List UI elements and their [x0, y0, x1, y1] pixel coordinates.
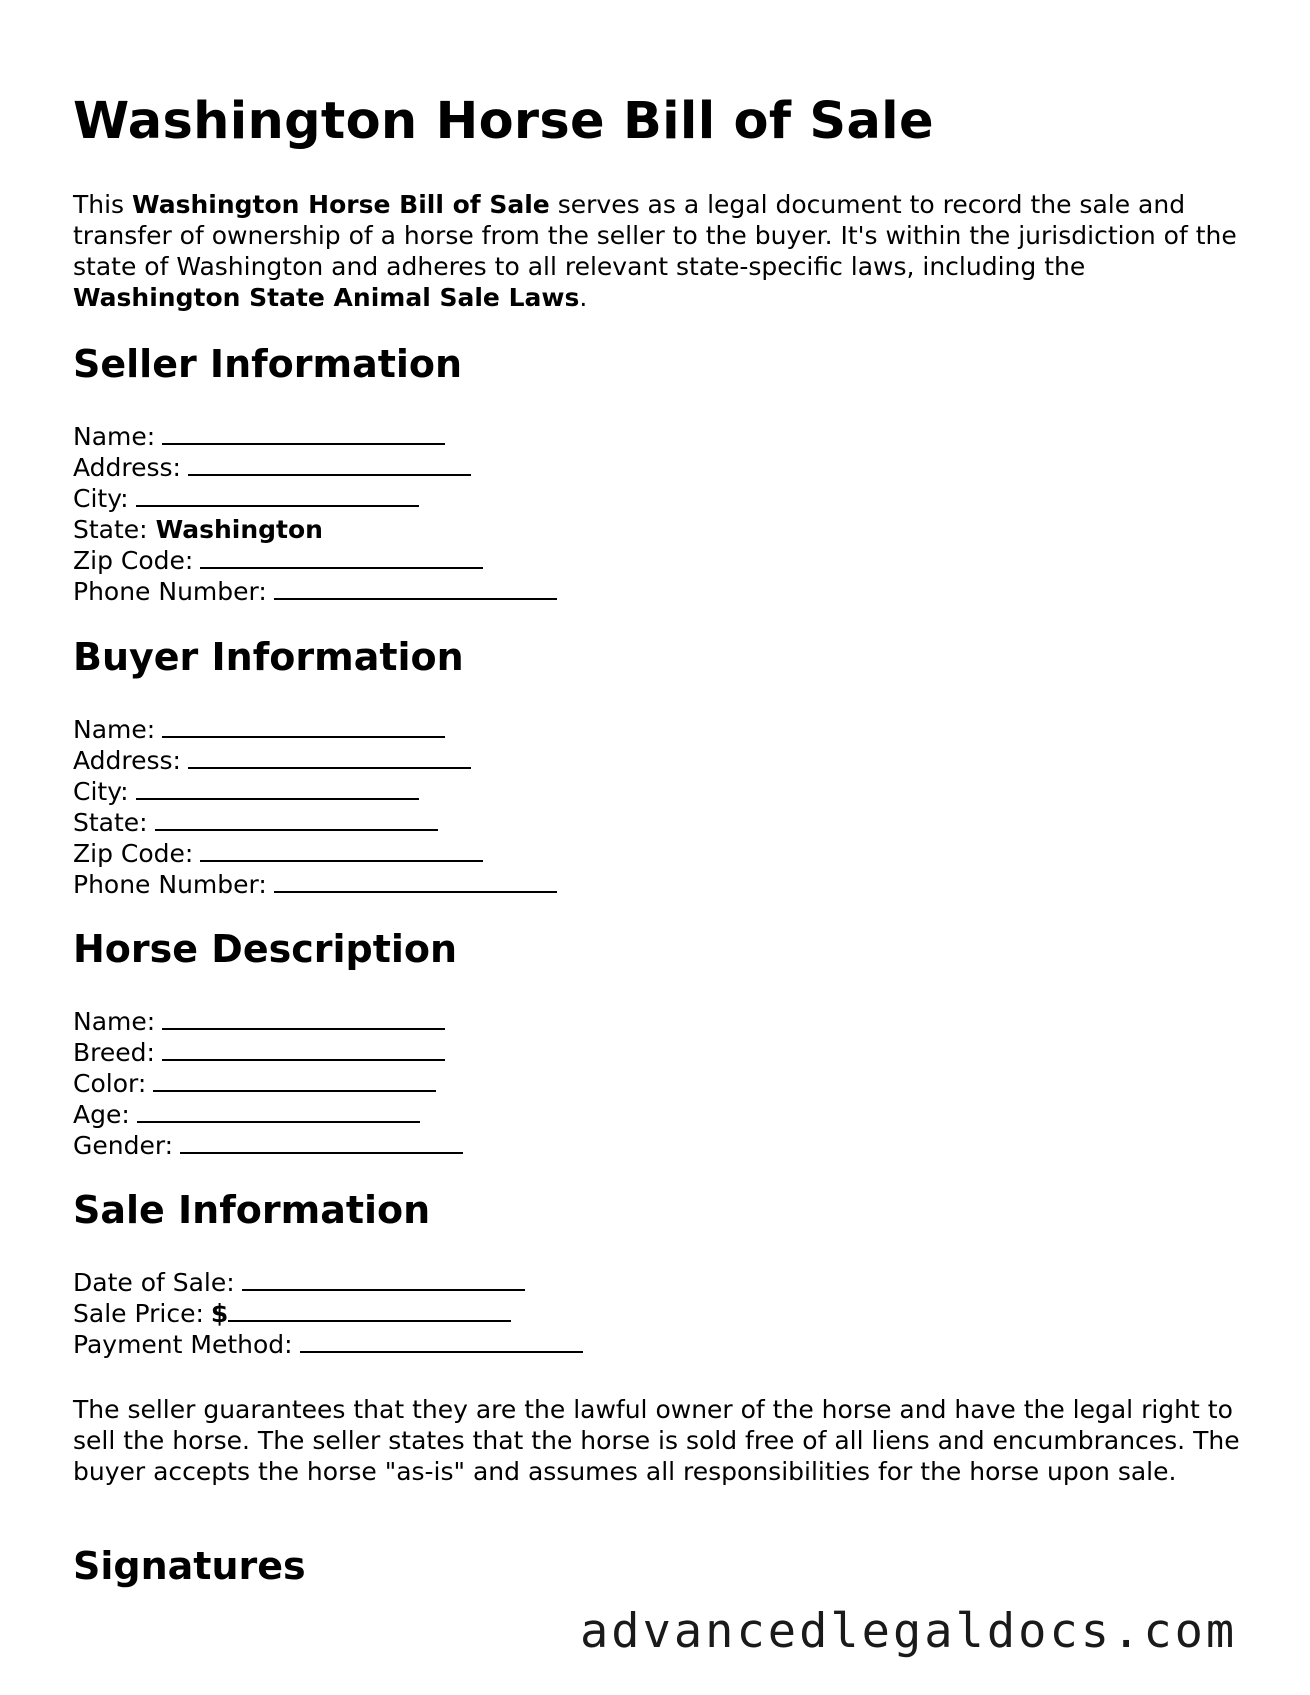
seller-phone-row — [73, 576, 557, 607]
horse-age-label: Age: — [73, 1100, 130, 1129]
buyer-zip-field[interactable] — [200, 838, 483, 862]
sale-date-label: Date of Sale: — [73, 1268, 235, 1297]
warranty-paragraph: The seller guarantees that they are the lawful owner of the horse and have the legal right to sell the horse. The seller states that the horse is sold free of all liens and encumbrances. The buyer accepts the horse "as-is" and assumes all responsibilities for the horse upon sale. — [73, 1395, 1240, 1486]
seller-name-field[interactable] — [162, 421, 445, 445]
buyer-address-label: Address: — [73, 746, 181, 775]
seller-city-label: City: — [73, 484, 129, 513]
seller-city-row — [73, 483, 557, 514]
horse-breed-row — [73, 1037, 463, 1068]
buyer-city-row — [73, 776, 557, 807]
horse-breed-label: Breed: — [73, 1038, 155, 1067]
seller-address-field[interactable] — [188, 452, 471, 476]
horse-fields — [73, 1006, 463, 1161]
sale-date-row — [73, 1267, 583, 1298]
seller-zip-row — [73, 545, 557, 576]
seller-phone-field[interactable] — [274, 576, 557, 600]
horse-age-row — [73, 1099, 463, 1130]
horse-breed-field[interactable] — [162, 1037, 445, 1061]
buyer-name-label: Name: — [73, 715, 156, 744]
seller-zip-field[interactable] — [200, 545, 483, 569]
currency-symbol: $ — [210, 1299, 229, 1328]
sale-price-label: Sale Price: — [73, 1299, 204, 1328]
watermark: advancedlegaldocs.com — [580, 1604, 1238, 1659]
buyer-phone-field[interactable] — [274, 869, 557, 893]
seller-name-row — [73, 421, 557, 452]
buyer-phone-label: Phone Number: — [73, 870, 267, 899]
sale-price-row — [73, 1298, 583, 1329]
buyer-state-field[interactable] — [155, 807, 438, 831]
seller-address-label: Address: — [73, 453, 181, 482]
seller-name-label: Name: — [73, 422, 156, 451]
intro-paragraph — [73, 189, 1253, 313]
intro-bold-law: Washington State Animal Sale Laws — [73, 283, 580, 312]
horse-gender-field[interactable] — [180, 1130, 463, 1154]
sale-payment-field[interactable] — [300, 1329, 583, 1353]
buyer-zip-label: Zip Code: — [73, 839, 194, 868]
sale-payment-row — [73, 1329, 583, 1360]
intro-suffix: . — [579, 283, 588, 312]
sale-payment-label: Payment Method: — [73, 1330, 293, 1359]
seller-zip-label: Zip Code: — [73, 546, 194, 575]
buyer-state-row — [73, 807, 557, 838]
horse-color-row — [73, 1068, 463, 1099]
seller-state-row — [73, 514, 557, 545]
seller-fields — [73, 421, 557, 607]
horse-age-field[interactable] — [137, 1099, 420, 1123]
intro-middle: serves as a legal document to record the sale and transfer of ownership of a horse from the seller to the buyer. It's within the jurisdiction of the state of Washington and adheres to all relevant state-specific laws, including the — [73, 190, 1237, 281]
horse-gender-row — [73, 1130, 463, 1161]
horse-color-field[interactable] — [153, 1068, 436, 1092]
buyer-heading: Buyer Information — [73, 635, 464, 679]
sale-date-field[interactable] — [242, 1267, 525, 1291]
buyer-state-label: State: — [73, 808, 148, 837]
sale-fields — [73, 1267, 583, 1360]
horse-name-row — [73, 1006, 463, 1037]
buyer-city-label: City: — [73, 777, 129, 806]
buyer-name-row — [73, 714, 557, 745]
seller-state-value: Washington — [155, 515, 323, 544]
horse-name-label: Name: — [73, 1007, 156, 1036]
seller-heading: Seller Information — [73, 342, 463, 386]
buyer-address-field[interactable] — [188, 745, 471, 769]
seller-state-label: State: — [73, 515, 148, 544]
signatures-heading: Signatures — [73, 1544, 306, 1588]
seller-phone-label: Phone Number: — [73, 577, 267, 606]
seller-address-row — [73, 452, 557, 483]
horse-name-field[interactable] — [162, 1006, 445, 1030]
sale-heading: Sale Information — [73, 1188, 431, 1232]
buyer-city-field[interactable] — [136, 776, 419, 800]
buyer-phone-row — [73, 869, 557, 900]
horse-color-label: Color: — [73, 1069, 147, 1098]
buyer-fields — [73, 714, 557, 900]
intro-bold-name: Washington Horse Bill of Sale — [132, 190, 550, 219]
horse-heading: Horse Description — [73, 927, 458, 971]
buyer-zip-row — [73, 838, 557, 869]
buyer-address-row — [73, 745, 557, 776]
document-title: Washington Horse Bill of Sale — [73, 92, 934, 151]
sale-price-field[interactable] — [228, 1298, 511, 1322]
intro-prefix: This — [73, 190, 133, 219]
horse-gender-label: Gender: — [73, 1131, 174, 1160]
buyer-name-field[interactable] — [162, 714, 445, 738]
seller-city-field[interactable] — [136, 483, 419, 507]
